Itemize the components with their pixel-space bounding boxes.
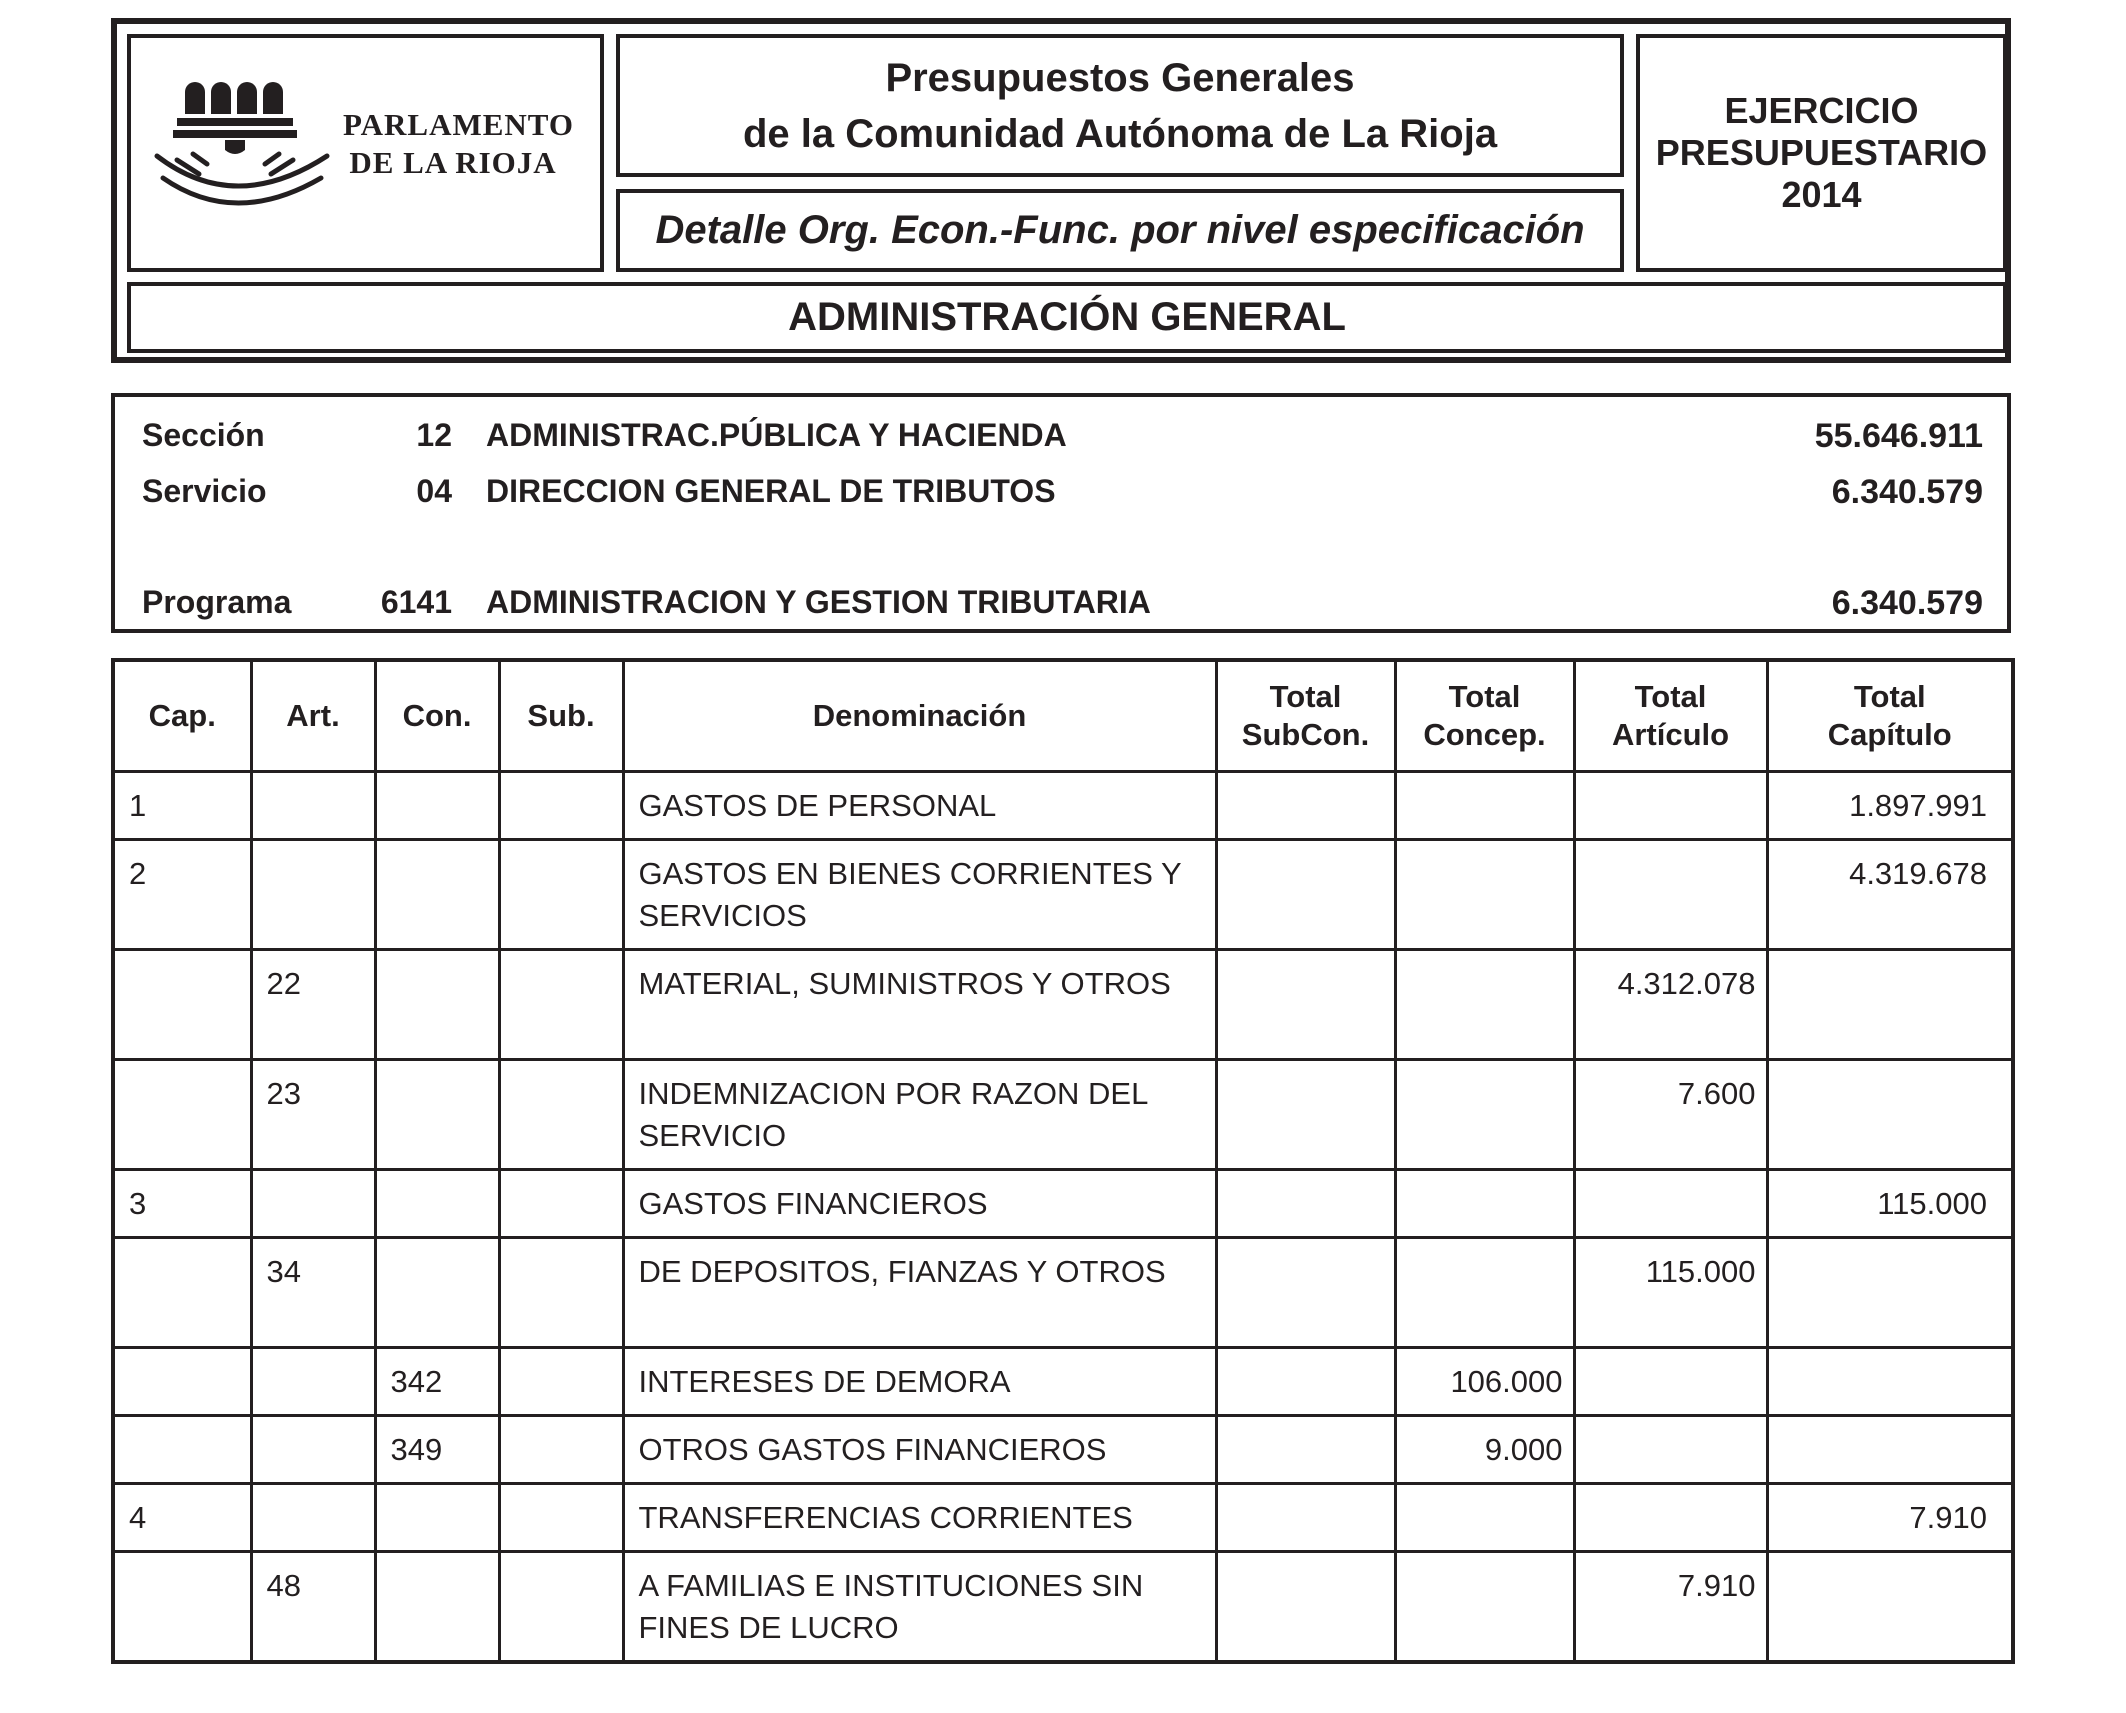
cell-total-subcon <box>1216 1238 1395 1348</box>
cell-total-concep <box>1395 1060 1574 1170</box>
header-text: Concep. <box>1423 717 1546 752</box>
cell-con <box>375 1484 499 1552</box>
title-line-1: Presupuestos Generales <box>885 55 1355 100</box>
cell-art <box>251 1484 375 1552</box>
cell-total-subcon <box>1216 1416 1395 1484</box>
col-header-sub: Sub. <box>499 660 623 772</box>
table-row <box>113 950 2013 1060</box>
info-label: Programa <box>142 584 292 620</box>
cell-total-subcon <box>1216 772 1395 840</box>
cell-total-concep: 106.000 <box>1395 1348 1574 1416</box>
document-header <box>111 18 2011 363</box>
year-line-3: 2014 <box>1781 174 1862 215</box>
cell-total-capitulo: 1.897.991 <box>1767 772 2013 840</box>
cell-total-capitulo: 7.910 <box>1767 1484 2013 1552</box>
logo-panel <box>127 34 604 272</box>
budget-table <box>111 658 2015 1664</box>
info-amount: 6.340.579 <box>1831 473 1983 511</box>
info-name: ADMINISTRAC.PÚBLICA Y HACIENDA <box>486 417 1067 453</box>
cell-total-concep <box>1395 1552 1574 1662</box>
col-header-total-capitulo <box>1767 660 2013 772</box>
cell-cap <box>113 1348 251 1416</box>
cell-total-articulo <box>1574 1416 1767 1484</box>
info-label: Sección <box>142 417 265 453</box>
table-row <box>113 1552 2013 1662</box>
title-panel <box>616 34 1624 177</box>
table-row <box>113 1060 2013 1170</box>
cell-sub <box>499 1238 623 1348</box>
cell-con <box>375 1170 499 1238</box>
cell-art: 34 <box>251 1238 375 1348</box>
cell-total-articulo: 4.312.078 <box>1574 950 1767 1060</box>
info-code: 04 <box>416 473 452 509</box>
cell-total-concep <box>1395 772 1574 840</box>
cell-total-capitulo <box>1767 950 2013 1060</box>
cell-cap: 1 <box>113 772 251 840</box>
cell-denominacion: INTERESES DE DEMORA <box>623 1348 1216 1416</box>
info-amount: 55.646.911 <box>1814 417 1983 455</box>
cell-sub <box>499 840 623 950</box>
cell-art <box>251 1348 375 1416</box>
info-row-seccion <box>115 417 2007 457</box>
cell-con: 342 <box>375 1348 499 1416</box>
cell-total-subcon <box>1216 1170 1395 1238</box>
info-row-programa <box>115 584 2007 624</box>
cell-total-articulo <box>1574 1348 1767 1416</box>
cell-total-concep: 9.000 <box>1395 1416 1574 1484</box>
cell-denominacion: TRANSFERENCIAS CORRIENTES <box>623 1484 1216 1552</box>
cell-total-subcon <box>1216 1552 1395 1662</box>
cell-art <box>251 840 375 950</box>
cell-cap: 2 <box>113 840 251 950</box>
cell-denominacion: MATERIAL, SUMINISTROS Y OTROS <box>623 950 1216 1060</box>
cell-con <box>375 840 499 950</box>
cell-cap: 3 <box>113 1170 251 1238</box>
header-text: Total <box>1634 679 1707 714</box>
cell-sub <box>499 1170 623 1238</box>
cell-sub <box>499 1484 623 1552</box>
col-header-total-articulo <box>1574 660 1767 772</box>
cell-total-articulo: 115.000 <box>1574 1238 1767 1348</box>
cell-denominacion: GASTOS DE PERSONAL <box>623 772 1216 840</box>
col-header-total-subcon <box>1216 660 1395 772</box>
header-text: Total <box>1853 679 1926 714</box>
table-row <box>113 1484 2013 1552</box>
cell-total-subcon <box>1216 950 1395 1060</box>
table-row <box>113 1238 2013 1348</box>
cell-art <box>251 1416 375 1484</box>
col-header-total-concep <box>1395 660 1574 772</box>
logo-text <box>343 106 575 182</box>
cell-denominacion: INDEMNIZACION POR RAZON DEL SERVICIO <box>623 1060 1216 1170</box>
cell-total-articulo: 7.910 <box>1574 1552 1767 1662</box>
info-name: ADMINISTRACION Y GESTION TRIBUTARIA <box>486 584 1151 620</box>
info-row-servicio <box>115 473 2007 513</box>
cell-cap <box>113 1552 251 1662</box>
cell-total-concep <box>1395 840 1574 950</box>
info-code: 6141 <box>380 584 452 620</box>
header-text: Total <box>1269 679 1342 714</box>
cell-cap <box>113 1238 251 1348</box>
table-row <box>113 772 2013 840</box>
cell-total-articulo <box>1574 772 1767 840</box>
cell-total-articulo: 7.600 <box>1574 1060 1767 1170</box>
table-header-row <box>113 660 2013 772</box>
cell-art: 23 <box>251 1060 375 1170</box>
cell-denominacion: GASTOS FINANCIEROS <box>623 1170 1216 1238</box>
cell-con <box>375 1238 499 1348</box>
report-subtitle: Detalle Org. Econ.-Func. por nivel especificación <box>616 189 1624 272</box>
cell-con <box>375 1552 499 1662</box>
info-amount: 6.340.579 <box>1831 584 1983 622</box>
cell-art <box>251 772 375 840</box>
fiscal-year-panel <box>1636 34 2007 272</box>
cell-total-subcon <box>1216 840 1395 950</box>
info-label: Servicio <box>142 473 267 509</box>
cell-total-capitulo <box>1767 1416 2013 1484</box>
col-header-con: Con. <box>375 660 499 772</box>
cell-total-subcon <box>1216 1348 1395 1416</box>
cell-cap <box>113 1416 251 1484</box>
cell-total-capitulo <box>1767 1348 2013 1416</box>
cell-con <box>375 1060 499 1170</box>
cell-sub <box>499 772 623 840</box>
cell-art <box>251 1170 375 1238</box>
cell-con <box>375 950 499 1060</box>
cell-total-capitulo <box>1767 1552 2013 1662</box>
year-line-2: PRESUPUESTARIO <box>1655 132 1988 173</box>
logo-line-2: DE LA RIOJA <box>349 145 557 180</box>
cell-total-subcon <box>1216 1060 1395 1170</box>
table-row <box>113 1348 2013 1416</box>
info-name: DIRECCION GENERAL DE TRIBUTOS <box>486 473 1056 509</box>
cell-art: 22 <box>251 950 375 1060</box>
cell-cap <box>113 1060 251 1170</box>
cell-cap: 4 <box>113 1484 251 1552</box>
cell-denominacion: DE DEPOSITOS, FIANZAS Y OTROS <box>623 1238 1216 1348</box>
cell-total-concep <box>1395 1170 1574 1238</box>
budget-info-block <box>111 393 2011 633</box>
cell-denominacion: GASTOS EN BIENES CORRIENTES Y SERVICIOS <box>623 840 1216 950</box>
cell-sub <box>499 1416 623 1484</box>
header-text: SubCon. <box>1241 717 1370 752</box>
cell-art: 48 <box>251 1552 375 1662</box>
cell-total-articulo <box>1574 840 1767 950</box>
cell-sub <box>499 1060 623 1170</box>
cell-sub <box>499 1552 623 1662</box>
cell-sub <box>499 950 623 1060</box>
cell-total-capitulo: 115.000 <box>1767 1170 2013 1238</box>
year-line-1: EJERCICIO <box>1724 90 1919 131</box>
cell-total-concep <box>1395 1484 1574 1552</box>
cell-cap <box>113 950 251 1060</box>
title-line-2: de la Comunidad Autónoma de La Rioja <box>742 111 1498 156</box>
parliament-emblem-icon <box>143 78 343 208</box>
cell-total-subcon <box>1216 1484 1395 1552</box>
cell-total-concep <box>1395 950 1574 1060</box>
col-header-cap: Cap. <box>113 660 251 772</box>
cell-denominacion: A FAMILIAS E INSTITUCIONES SIN FINES DE LUCRO <box>623 1552 1216 1662</box>
cell-sub <box>499 1348 623 1416</box>
cell-total-capitulo <box>1767 1060 2013 1170</box>
col-header-denominacion: Denominación <box>623 660 1216 772</box>
table-row <box>113 1416 2013 1484</box>
cell-total-concep <box>1395 1238 1574 1348</box>
cell-con <box>375 772 499 840</box>
header-text: Capítulo <box>1827 717 1952 752</box>
cell-total-capitulo: 4.319.678 <box>1767 840 2013 950</box>
cell-denominacion: OTROS GASTOS FINANCIEROS <box>623 1416 1216 1484</box>
header-text: Artículo <box>1611 717 1730 752</box>
section-title: ADMINISTRACIÓN GENERAL <box>127 282 2007 353</box>
budget-table-wrapper <box>111 658 2011 1664</box>
table-row <box>113 840 2013 950</box>
cell-total-capitulo <box>1767 1238 2013 1348</box>
info-code: 12 <box>416 417 452 453</box>
cell-total-articulo <box>1574 1484 1767 1552</box>
col-header-art: Art. <box>251 660 375 772</box>
table-row <box>113 1170 2013 1238</box>
header-text: Total <box>1448 679 1521 714</box>
cell-con: 349 <box>375 1416 499 1484</box>
logo-line-1: PARLAMENTO <box>343 107 575 142</box>
cell-total-articulo <box>1574 1170 1767 1238</box>
